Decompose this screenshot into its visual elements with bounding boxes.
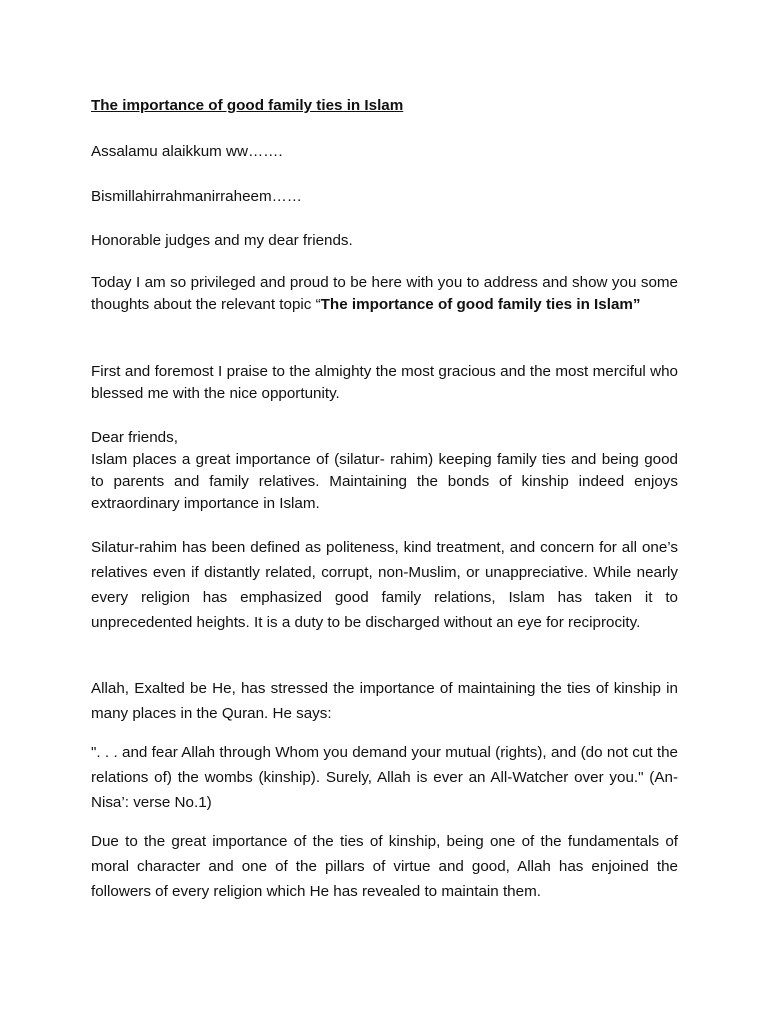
greeting-block xyxy=(91,141,678,163)
quote-block xyxy=(91,740,678,815)
dear-friends-block xyxy=(91,427,678,515)
greeting-paragraph: Assalamu alaikkum ww……. xyxy=(91,143,283,160)
silatur-block xyxy=(91,535,678,635)
intro-text: Today I am so privileged and proud to be here with you to address and show you some thoughts about the relevant topic “ xyxy=(91,274,678,313)
allah-stressed-paragraph: Allah, Exalted be He, has stressed the importance of maintaining the ties of kinship in many places in the Quran. He says: xyxy=(91,680,678,722)
intro-paragraph xyxy=(91,272,678,316)
quran-quote-paragraph: ". . . and fear Allah through Whom you demand your mutual (rights), and (do not cut the relations of) the wombs (kinship). Surely, Allah is ever an All-Watcher over you." (An-Nisa’: verse No.1) xyxy=(91,744,678,811)
due-to-paragraph: Due to the great importance of the ties of kinship, being one of the fundamentals of moral character and one of the pillars of virtue and good, Allah has enjoined the followers of every religion which He has revealed to maintain them. xyxy=(91,833,678,900)
silatur-paragraph: Silatur-rahim has been defined as politeness, kind treatment, and concern for all one’s relatives even if distantly related, corrupt, non-Muslim, or unappreciative. While nearly every religion has emphasized good family relations, Islam has taken it to unprecedented heights. It is a duty to be discharged without an eye for reciprocity. xyxy=(91,539,678,631)
document-title: The importance of good family ties in Islam xyxy=(91,97,404,114)
praise-paragraph: First and foremost I praise to the almighty the most gracious and the most merciful who blessed me with the nice opportunity. xyxy=(91,363,678,402)
due-to-block xyxy=(91,829,678,904)
intro-block xyxy=(91,272,678,316)
address-paragraph: Honorable judges and my dear friends. xyxy=(91,232,353,249)
islam-places-paragraph: Islam places a great importance of (silatur- rahim) keeping family ties and being good to parents and family relatives. Maintaining the bonds of kinship indeed enjoys extraordinary importance in Islam. xyxy=(91,451,678,512)
bismillah-block xyxy=(91,186,678,208)
allah-stressed-block xyxy=(91,676,678,726)
dear-friends-line: Dear friends, xyxy=(91,429,178,446)
praise-block xyxy=(91,361,678,405)
address-block xyxy=(91,230,678,252)
intro-topic: The importance of good family ties in Islam” xyxy=(320,296,641,313)
bismillah-paragraph: Bismillahirrahmanirraheem…… xyxy=(91,188,302,205)
